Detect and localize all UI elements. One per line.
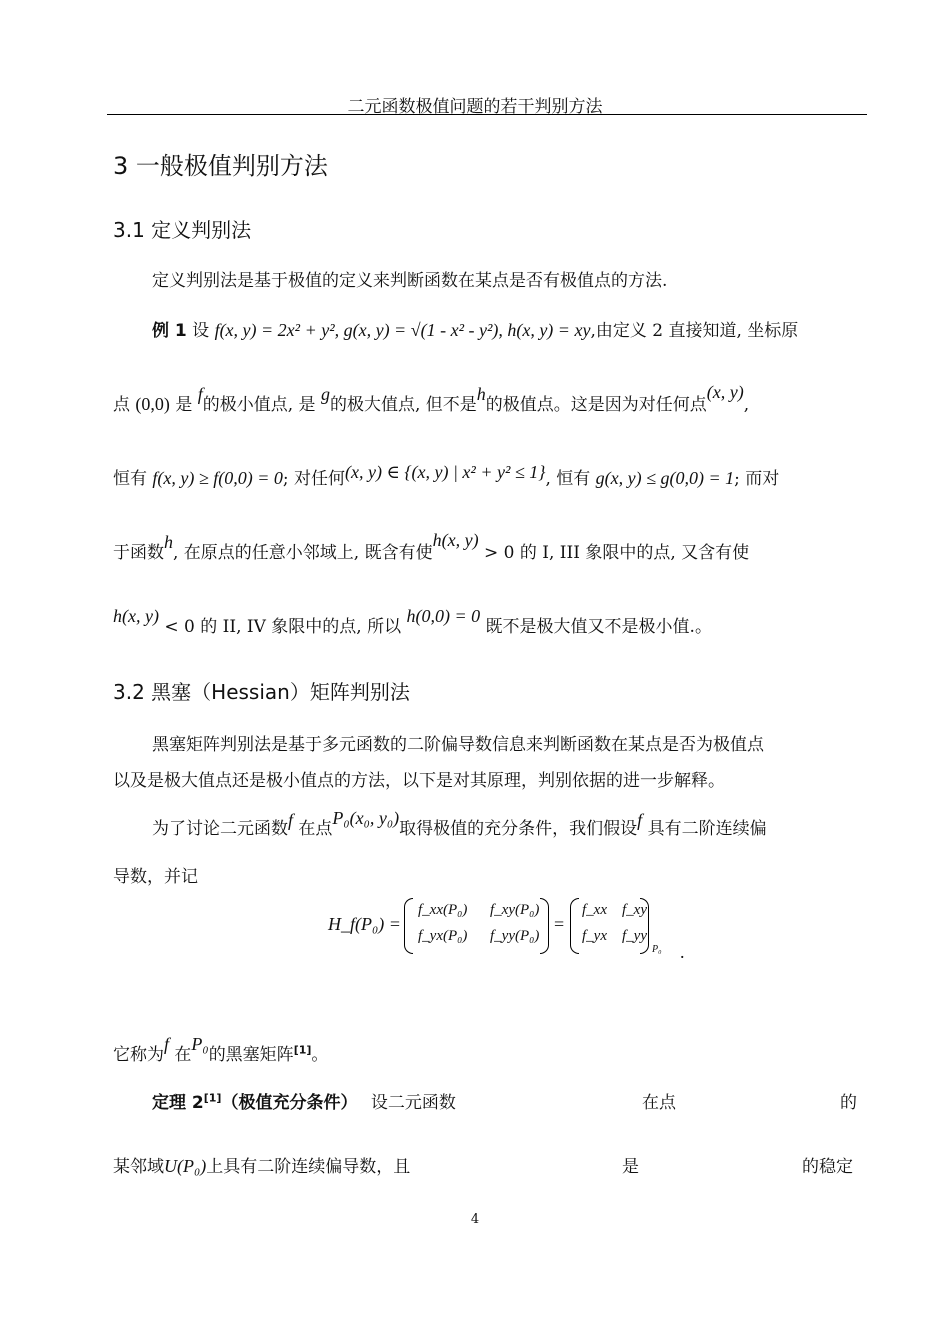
symbol-f: f — [637, 810, 643, 830]
symbol-h: h — [164, 532, 173, 552]
running-header: 二元函数极值问题的若干判别方法 — [347, 97, 603, 117]
section-title: 3 一般极值判别方法 — [113, 152, 328, 180]
formula-set: (x, y) ∈ {(x, y) | x² + y² ≤ 1} — [345, 462, 546, 482]
text: 于函数 — [113, 543, 164, 563]
hessian-lhs: H_f(P₀) = — [328, 914, 401, 934]
text: , 恒有 — [545, 469, 591, 489]
text: ,由定义 2 直接知道, 坐标原 — [590, 321, 799, 341]
theorem-line — [152, 1088, 456, 1113]
formula-ineq-g: g(x, y) ≤ g(0,0) = 1 — [595, 468, 735, 488]
matrix-cell: f_xy — [622, 902, 647, 918]
matrix-cell: f_yx(P₀) — [418, 928, 468, 944]
matrix-bracket-left — [570, 898, 579, 954]
paragraph-line — [113, 1034, 329, 1065]
text-line-4 — [113, 530, 750, 563]
theorem-label: 定理 2 — [152, 1093, 204, 1113]
symbol-f: f — [164, 1034, 170, 1054]
symbol-g: g — [320, 384, 330, 404]
theorem-name: （极值充分条件） — [221, 1093, 358, 1113]
text: 在点 — [298, 819, 333, 839]
formula-hxy: h(x, y) — [432, 530, 479, 550]
matrix-subscript: P₀ — [652, 944, 662, 955]
text: ; 对任何 — [282, 469, 346, 489]
text-line-5 — [113, 606, 712, 637]
text: 某邻域 — [113, 1157, 164, 1177]
text: 它称为 — [113, 1045, 164, 1065]
subsection-title-3-2: 3.2 黑塞（Hessian）矩阵判别法 — [113, 680, 410, 704]
text: , — [743, 395, 750, 415]
text: 上具有二阶连续偏导数，且 — [206, 1157, 411, 1177]
text: 是 — [622, 1157, 639, 1177]
formula-h00: h(0,0) = 0 — [406, 606, 481, 626]
paragraph-line: 黑塞矩阵判别法是基于多元函数的二阶偏导数信息来判断函数在某点是否为极值点 — [152, 735, 764, 755]
symbol-f: f — [288, 810, 294, 830]
matrix-cell: f_xx(P₀) — [418, 902, 468, 918]
text: 设二元函数 — [370, 1093, 456, 1113]
subsection-title-3-1: 3.1 定义判别法 — [113, 218, 252, 242]
text: 的极大值点, 但不是 — [329, 395, 477, 415]
formula-ineq-f: f(x, y) ≥ f(0,0) = 0 — [152, 468, 283, 488]
formula-neighborhood: U(P₀) — [164, 1156, 207, 1176]
example-label: 例 1 — [152, 321, 187, 341]
citation: [1] — [203, 1091, 222, 1105]
header-rule — [107, 114, 867, 115]
text: 取得极值的充分条件，我们假设 — [399, 819, 638, 839]
text: , 在原点的任意小邻域上, 既含有使 — [173, 543, 433, 563]
formula-p0: P₀(x₀, y₀) — [332, 808, 400, 828]
text: 是 — [175, 395, 193, 415]
paragraph-line: 导数，并记 — [113, 867, 198, 887]
text: 既不是极大值又不是极小值.。 — [485, 617, 712, 637]
text: 为了讨论二元函数 — [152, 819, 288, 839]
text: 的稳定 — [802, 1157, 853, 1177]
matrix-cell: f_yx — [582, 928, 607, 944]
text: 具有二阶连续偏 — [647, 819, 767, 839]
text: 的极小值点, 是 — [202, 395, 316, 415]
paragraph-line — [113, 1152, 410, 1177]
paragraph-line — [152, 808, 767, 839]
page-number: 4 — [470, 1212, 480, 1227]
matrix-cell: f_xx — [582, 902, 607, 918]
paragraph-line: 以及是极大值点还是极小值点的方法，以下是对其原理，判别依据的进一步解释。 — [113, 771, 725, 791]
formula-point: (x, y) — [706, 382, 744, 402]
example-line — [152, 316, 798, 341]
equals-sign: = — [554, 914, 565, 934]
matrix-bracket-right — [640, 898, 649, 954]
formula-functions: f(x, y) = 2x² + y², g(x, y) = √(1 - x² - y²), h(x, y) = xy — [214, 320, 591, 340]
matrix-bracket-right — [540, 898, 549, 954]
text: 在 — [174, 1045, 192, 1065]
symbol-f: f — [197, 384, 203, 404]
matrix-cell: f_xy(P₀) — [490, 902, 540, 918]
text-line-3 — [113, 464, 779, 489]
formula-origin: (0,0) — [135, 394, 170, 414]
text: 的极值点。这是因为对任何点 — [485, 395, 707, 415]
text: > 0 的 I, III 象限中的点, 又含有使 — [484, 543, 750, 563]
text: ; 而对 — [734, 469, 780, 489]
citation: [1] — [293, 1043, 312, 1057]
text: 设 — [192, 321, 210, 341]
symbol-h: h — [476, 384, 486, 404]
text: 的黑塞矩阵 — [208, 1045, 294, 1065]
formula-hxy: h(x, y) — [113, 606, 159, 626]
symbol-p0: P₀ — [191, 1034, 209, 1054]
text: 点 — [113, 395, 130, 415]
text: 的 — [840, 1093, 857, 1113]
text: 恒有 — [113, 469, 147, 489]
text: < 0 的 II, IV 象限中的点, 所以 — [164, 617, 402, 637]
text: 。 — [311, 1045, 329, 1065]
text-line-2 — [113, 382, 750, 415]
paragraph-intro: 定义判别法是基于极值的定义来判断函数在某点是否有极值点的方法. — [152, 271, 668, 291]
formula-period: . — [680, 942, 685, 962]
matrix-bracket-left — [404, 898, 413, 954]
matrix-cell: f_yy — [622, 928, 647, 944]
matrix-cell: f_yy(P₀) — [490, 928, 540, 944]
text: 在点 — [642, 1093, 676, 1113]
